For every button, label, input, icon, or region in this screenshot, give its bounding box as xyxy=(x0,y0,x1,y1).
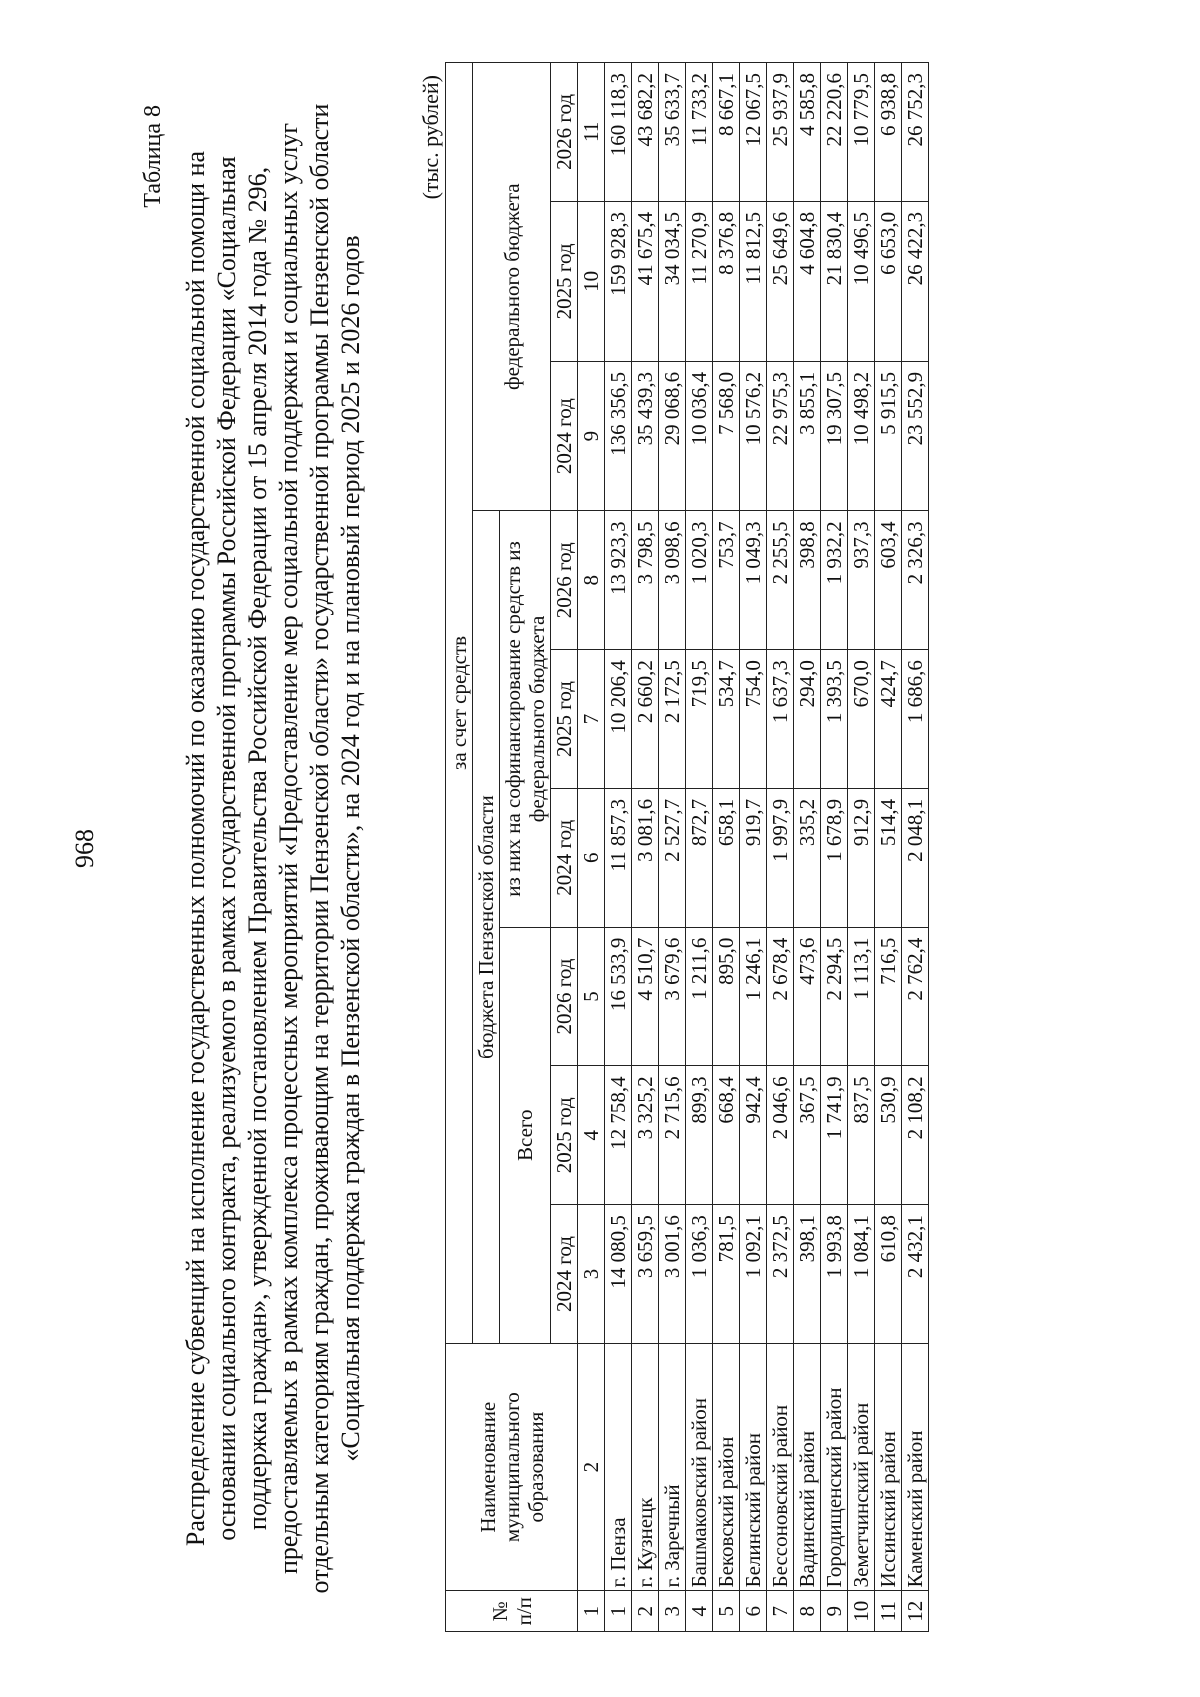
value-cell: 1 211,6 xyxy=(686,927,713,1066)
column-index: 5 xyxy=(578,927,605,1066)
value-cell: 43 682,2 xyxy=(632,63,659,202)
value-cell: 7 568,0 xyxy=(713,361,740,510)
value-cell: 6 653,0 xyxy=(875,201,902,361)
value-cell: 3 798,5 xyxy=(632,511,659,650)
value-cell: 398,1 xyxy=(794,1205,821,1344)
value-cell: 5 915,5 xyxy=(875,361,902,510)
value-cell: 10 498,2 xyxy=(848,361,875,510)
value-cell: 25 649,6 xyxy=(767,201,794,361)
municipality-name: Белинский район xyxy=(740,1343,767,1591)
value-cell: 8 376,8 xyxy=(713,201,740,361)
value-cell: 895,0 xyxy=(713,927,740,1066)
table-row xyxy=(686,63,713,1632)
header-year: 2026 год xyxy=(551,927,578,1066)
value-cell: 16 533,9 xyxy=(605,927,632,1066)
value-cell: 10 036,4 xyxy=(686,361,713,510)
value-cell: 14 080,5 xyxy=(605,1205,632,1344)
value-cell: 2 762,4 xyxy=(902,927,929,1066)
unit-label: (тыс. рублей) xyxy=(418,75,443,200)
value-cell: 21 830,4 xyxy=(821,201,848,361)
value-cell: 4 604,8 xyxy=(794,201,821,361)
value-cell: 670,0 xyxy=(848,650,875,789)
header-year: 2026 год xyxy=(551,511,578,650)
table-row xyxy=(902,63,929,1632)
value-cell: 8 667,1 xyxy=(713,63,740,202)
value-cell: 1 686,6 xyxy=(902,650,929,789)
row-number: 1 xyxy=(605,1591,632,1632)
value-cell: 25 937,9 xyxy=(767,63,794,202)
value-cell: 668,4 xyxy=(713,1066,740,1205)
table-row xyxy=(740,63,767,1632)
value-cell: 26 422,3 xyxy=(902,201,929,361)
value-cell: 1 993,8 xyxy=(821,1205,848,1344)
value-cell: 2 294,5 xyxy=(821,927,848,1066)
value-cell: 160 118,3 xyxy=(605,63,632,202)
value-cell: 2 326,3 xyxy=(902,511,929,650)
municipality-name: Башмаковский район xyxy=(686,1343,713,1591)
value-cell: 294,0 xyxy=(794,650,821,789)
value-cell: 1 637,3 xyxy=(767,650,794,789)
value-cell: 781,5 xyxy=(713,1205,740,1344)
value-cell: 3 659,5 xyxy=(632,1205,659,1344)
value-cell: 1 393,5 xyxy=(821,650,848,789)
table-body xyxy=(578,63,929,1632)
value-cell: 3 098,6 xyxy=(659,511,686,650)
value-cell: 3 679,6 xyxy=(659,927,686,1066)
municipality-name: Земетчинский район xyxy=(848,1343,875,1591)
value-cell: 34 034,5 xyxy=(659,201,686,361)
value-cell: 10 206,4 xyxy=(605,650,632,789)
value-cell: 754,0 xyxy=(740,650,767,789)
municipality-name: Иссинский район xyxy=(875,1343,902,1591)
header-year: 2026 год xyxy=(551,63,578,202)
municipality-name: г. Заречный xyxy=(659,1343,686,1591)
table-row xyxy=(713,63,740,1632)
value-cell: 2 108,2 xyxy=(902,1066,929,1205)
value-cell: 719,5 xyxy=(686,650,713,789)
value-cell: 22 975,3 xyxy=(767,361,794,510)
value-cell: 899,3 xyxy=(686,1066,713,1205)
table-row xyxy=(875,63,902,1632)
value-cell: 530,9 xyxy=(875,1066,902,1205)
value-cell: 2 432,1 xyxy=(902,1205,929,1344)
column-index: 11 xyxy=(578,63,605,202)
header-year: 2024 год xyxy=(551,361,578,510)
value-cell: 2 678,4 xyxy=(767,927,794,1066)
value-cell: 1 113,1 xyxy=(848,927,875,1066)
value-cell: 534,7 xyxy=(713,650,740,789)
row-number: 9 xyxy=(821,1591,848,1632)
value-cell: 367,5 xyxy=(794,1066,821,1205)
value-cell: 10 576,2 xyxy=(740,361,767,510)
value-cell: 6 938,8 xyxy=(875,63,902,202)
value-cell: 424,7 xyxy=(875,650,902,789)
value-cell: 2 048,1 xyxy=(902,788,929,927)
page-number: 968 xyxy=(70,829,99,868)
value-cell: 1 246,1 xyxy=(740,927,767,1066)
value-cell: 4 510,7 xyxy=(632,927,659,1066)
value-cell: 10 496,5 xyxy=(848,201,875,361)
municipality-name: Бессоновский район xyxy=(767,1343,794,1591)
header-total: Всего xyxy=(500,927,551,1343)
value-cell: 1 932,2 xyxy=(821,511,848,650)
row-number: 7 xyxy=(767,1591,794,1632)
value-cell: 26 752,3 xyxy=(902,63,929,202)
value-cell: 2 715,6 xyxy=(659,1066,686,1205)
value-cell: 335,2 xyxy=(794,788,821,927)
table-row xyxy=(632,63,659,1632)
header-regional: бюджета Пензенской области xyxy=(473,511,500,1344)
value-cell: 11 733,2 xyxy=(686,63,713,202)
value-cell: 35 439,3 xyxy=(632,361,659,510)
municipality-name: г. Пенза xyxy=(605,1343,632,1591)
column-index-row xyxy=(578,63,605,1632)
header-federal: федерального бюджета xyxy=(473,63,551,511)
header-year: 2024 год xyxy=(551,788,578,927)
value-cell: 514,4 xyxy=(875,788,902,927)
value-cell: 1 997,9 xyxy=(767,788,794,927)
value-cell: 2 046,6 xyxy=(767,1066,794,1205)
row-number: 3 xyxy=(659,1591,686,1632)
value-cell: 12 758,4 xyxy=(605,1066,632,1205)
value-cell: 919,7 xyxy=(740,788,767,927)
column-index: 3 xyxy=(578,1205,605,1344)
row-number: 6 xyxy=(740,1591,767,1632)
value-cell: 19 307,5 xyxy=(821,361,848,510)
value-cell: 4 585,8 xyxy=(794,63,821,202)
value-cell: 2 255,5 xyxy=(767,511,794,650)
value-cell: 29 068,6 xyxy=(659,361,686,510)
municipality-name: г. Кузнецк xyxy=(632,1343,659,1591)
row-number: 10 xyxy=(848,1591,875,1632)
value-cell: 2 172,5 xyxy=(659,650,686,789)
value-cell: 3 081,6 xyxy=(632,788,659,927)
value-cell: 610,8 xyxy=(875,1205,902,1344)
value-cell: 2 660,2 xyxy=(632,650,659,789)
value-cell: 11 857,3 xyxy=(605,788,632,927)
value-cell: 1 084,1 xyxy=(848,1205,875,1344)
header-year: 2025 год xyxy=(551,201,578,361)
value-cell: 1 049,3 xyxy=(740,511,767,650)
value-cell: 41 675,4 xyxy=(632,201,659,361)
value-cell: 22 220,6 xyxy=(821,63,848,202)
value-cell: 35 633,7 xyxy=(659,63,686,202)
column-index: 4 xyxy=(578,1066,605,1205)
value-cell: 603,4 xyxy=(875,511,902,650)
municipality-name: Городищенский район xyxy=(821,1343,848,1591)
header-name: Наименование муниципального образования xyxy=(446,1343,578,1591)
value-cell: 3 325,2 xyxy=(632,1066,659,1205)
value-cell: 872,7 xyxy=(686,788,713,927)
value-cell: 658,1 xyxy=(713,788,740,927)
table-title: Распределение субвенций на исполнение государственных полномочий по оказанию государственной социальной помощи на основании социального контракта, реализуемого в рамках государственной программы Российской Федерации «Социальная поддержка граждан», утвержденной постановлением Правительства Российской Федерации от 15 апреля 2014 года № 296, предоставляемых в рамках комплекса процессных мероприятий «Предоставление мер социальной поддержки и социальных услуг отдельным категориям граждан, проживающим на территории Пензенской области» государственной программы Пензенской области «Социальная поддержка граждан в Пензенской области», на 2024 год и на плановый период 2025 и 2026 годов xyxy=(181,103,365,1594)
value-cell: 398,8 xyxy=(794,511,821,650)
value-cell: 13 923,3 xyxy=(605,511,632,650)
table-row xyxy=(605,63,632,1632)
column-index: 7 xyxy=(578,650,605,789)
header-year: 2025 год xyxy=(551,1066,578,1205)
value-cell: 10 779,5 xyxy=(848,63,875,202)
column-index: 10 xyxy=(578,201,605,361)
value-cell: 23 552,9 xyxy=(902,361,929,510)
value-cell: 912,9 xyxy=(848,788,875,927)
value-cell: 159 928,3 xyxy=(605,201,632,361)
value-cell: 1 741,9 xyxy=(821,1066,848,1205)
column-index: 6 xyxy=(578,788,605,927)
value-cell: 2 372,5 xyxy=(767,1205,794,1344)
value-cell: 2 527,7 xyxy=(659,788,686,927)
table-row xyxy=(767,63,794,1632)
value-cell: 1 036,3 xyxy=(686,1205,713,1344)
row-number: 2 xyxy=(632,1591,659,1632)
value-cell: 11 812,5 xyxy=(740,201,767,361)
column-index: 1 xyxy=(578,1591,605,1632)
municipality-name: Вадинский район xyxy=(794,1343,821,1591)
table-row xyxy=(848,63,875,1632)
subsidy-table xyxy=(445,62,929,1632)
row-number: 4 xyxy=(686,1591,713,1632)
value-cell: 12 067,5 xyxy=(740,63,767,202)
row-number: 8 xyxy=(794,1591,821,1632)
value-cell: 3 855,1 xyxy=(794,361,821,510)
row-number: 11 xyxy=(875,1591,902,1632)
value-cell: 942,4 xyxy=(740,1066,767,1205)
value-cell: 1 020,3 xyxy=(686,511,713,650)
row-number: 12 xyxy=(902,1591,929,1632)
municipality-name: Бековский район xyxy=(713,1343,740,1591)
table-row xyxy=(659,63,686,1632)
value-cell: 11 270,9 xyxy=(686,201,713,361)
value-cell: 1 092,1 xyxy=(740,1205,767,1344)
header-num: № п/п xyxy=(446,1591,578,1632)
row-number: 5 xyxy=(713,1591,740,1632)
header-year: 2025 год xyxy=(551,650,578,789)
value-cell: 716,5 xyxy=(875,927,902,1066)
value-cell: 136 356,5 xyxy=(605,361,632,510)
column-index: 9 xyxy=(578,361,605,510)
value-cell: 837,5 xyxy=(848,1066,875,1205)
value-cell: 753,7 xyxy=(713,511,740,650)
header-cofin: из них на софинансирование средств из федерального бюджета xyxy=(500,511,551,927)
table-row xyxy=(821,63,848,1632)
value-cell: 473,6 xyxy=(794,927,821,1066)
value-cell: 1 678,9 xyxy=(821,788,848,927)
column-index: 2 xyxy=(578,1343,605,1591)
column-index: 8 xyxy=(578,511,605,650)
table-row xyxy=(794,63,821,1632)
municipality-name: Каменский район xyxy=(902,1343,929,1591)
header-funds: за счет средств xyxy=(446,63,473,1344)
value-cell: 937,3 xyxy=(848,511,875,650)
table-label: Таблица 8 xyxy=(140,105,166,208)
header-year: 2024 год xyxy=(551,1205,578,1344)
value-cell: 3 001,6 xyxy=(659,1205,686,1344)
